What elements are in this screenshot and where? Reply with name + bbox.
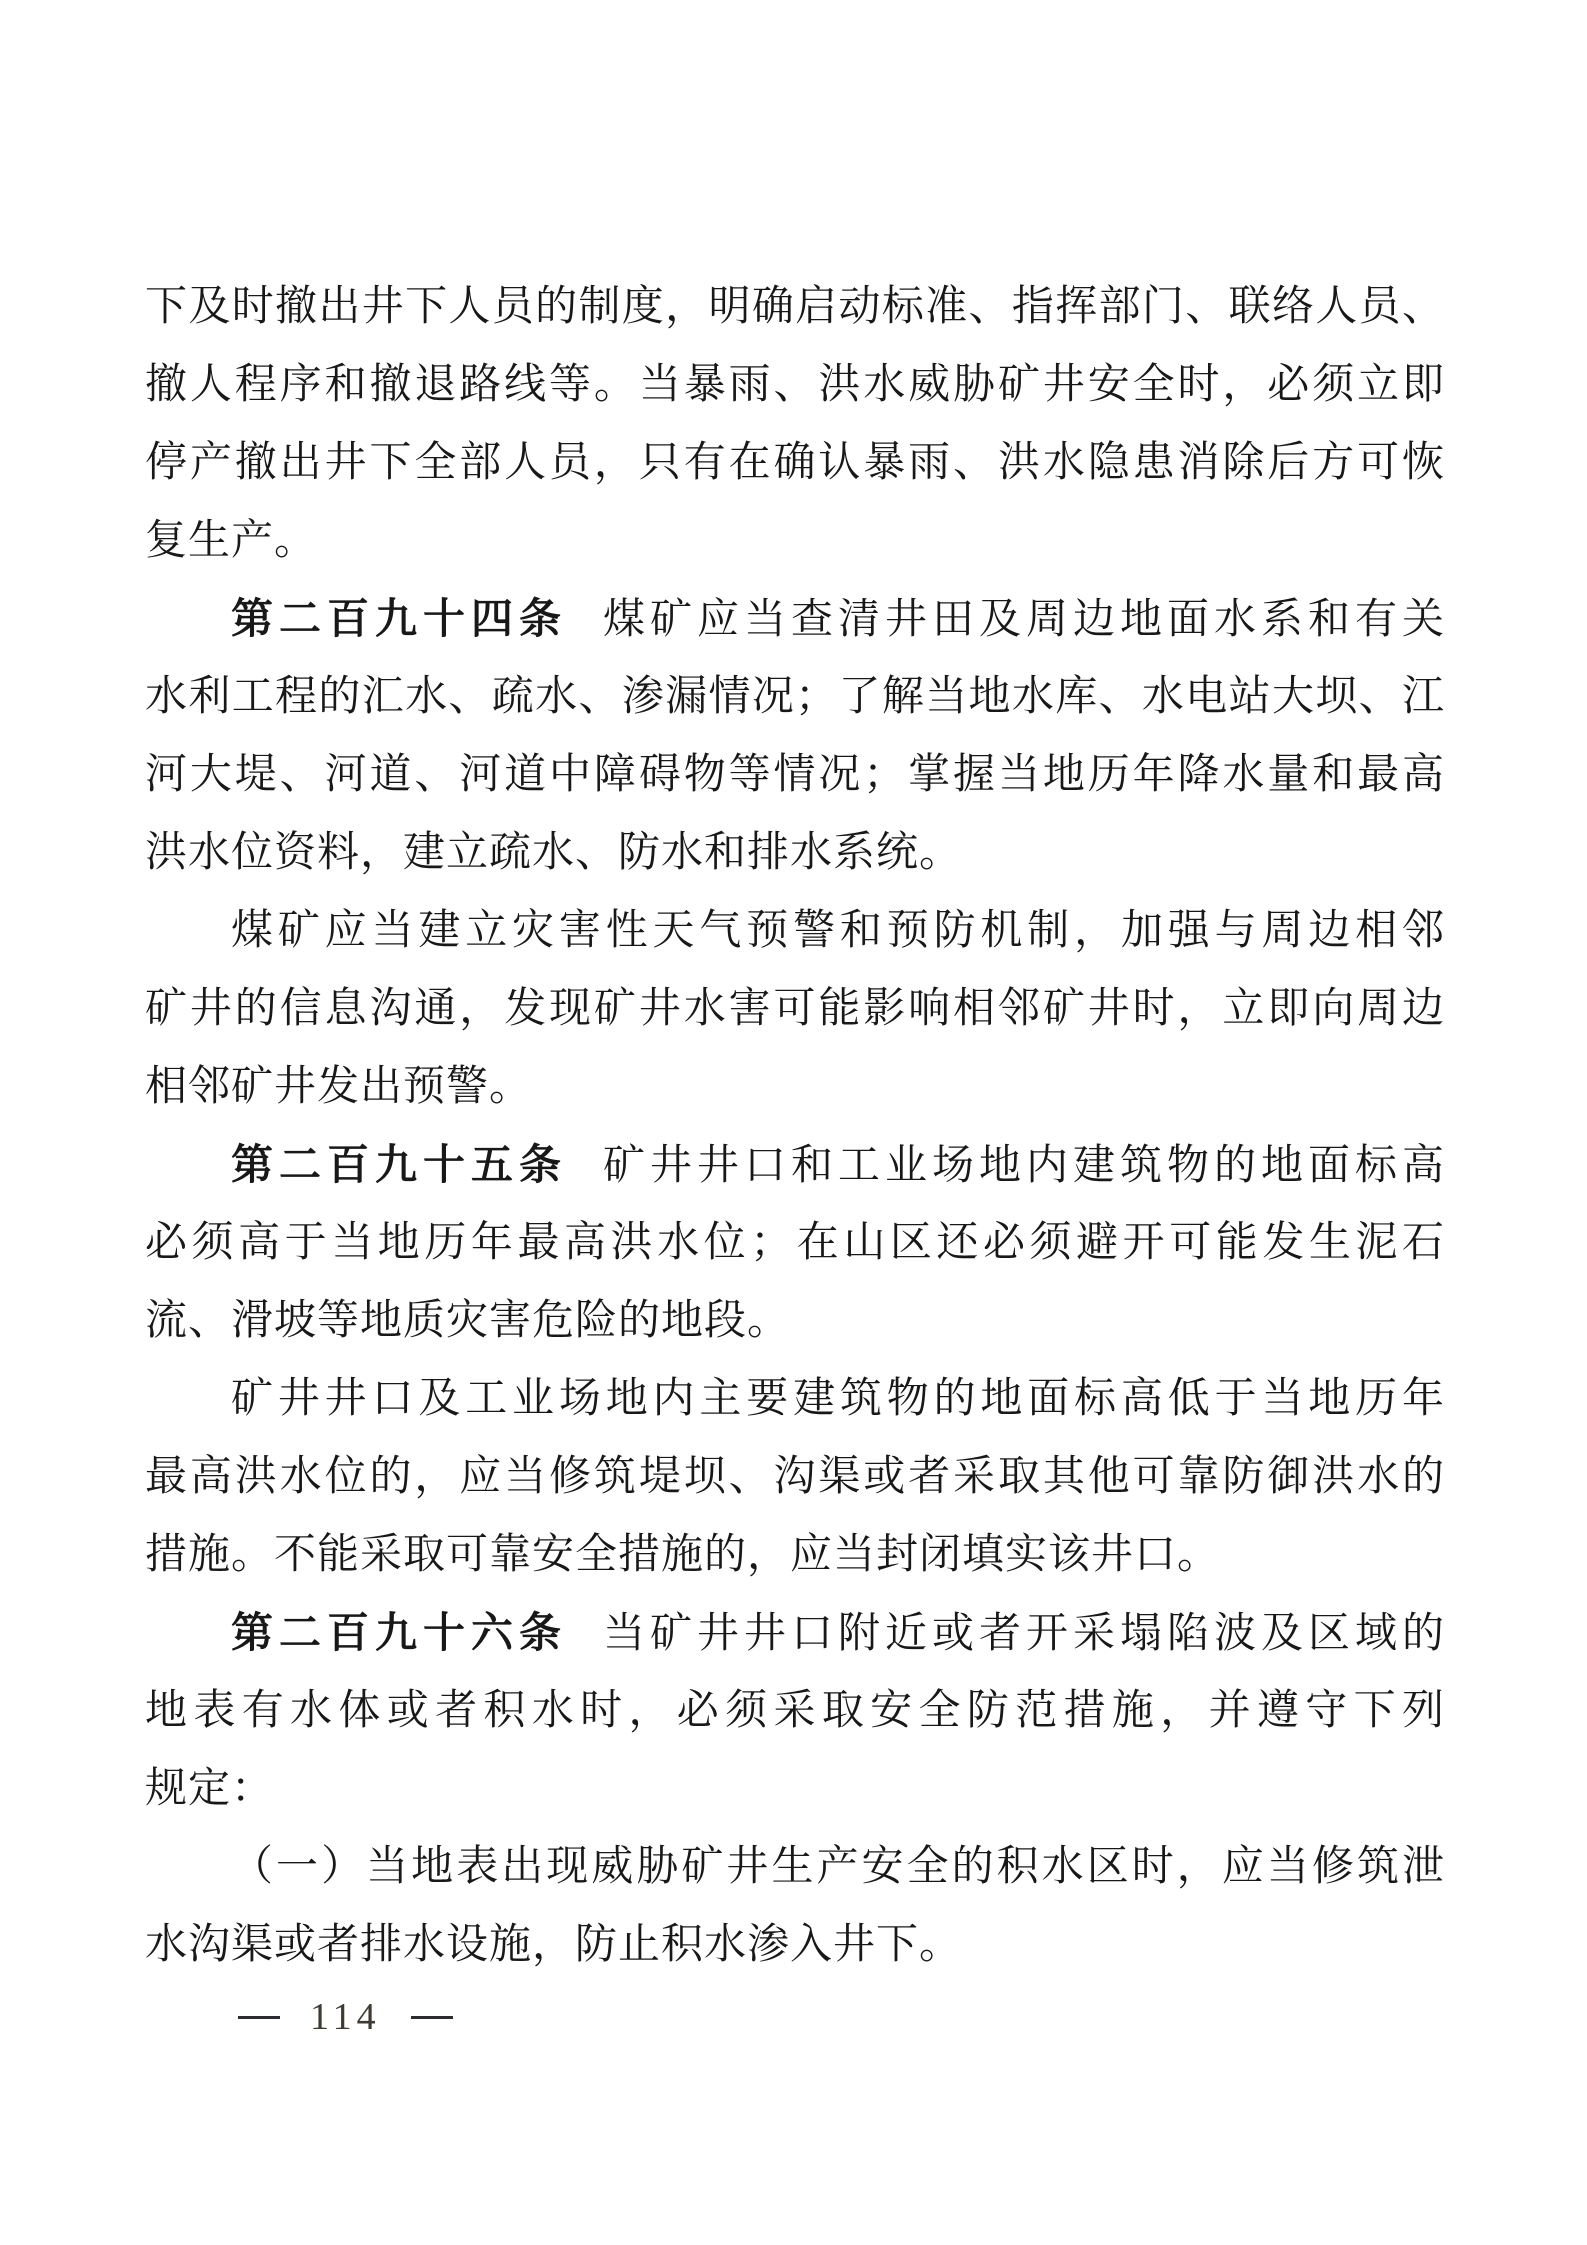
article-number: 第二百九十五条 bbox=[231, 1141, 567, 1188]
line-text: 洪水位资料，建立疏水、防水和排水系统。 bbox=[145, 830, 963, 876]
article-number: 第二百九十四条 bbox=[231, 595, 567, 642]
footer-dash-icon bbox=[411, 2016, 453, 2019]
line-text: 矿井井口和工业场地内建筑物的地面标高 bbox=[603, 1143, 1445, 1189]
line-text: 水利工程的汇水、疏水、渗漏情况；了解当地水库、水电站大坝、江 bbox=[145, 674, 1445, 720]
text-line bbox=[145, 1906, 1445, 1984]
line-text: 最高洪水位的，应当修筑堤坝、沟渠或者采取其他可靠防御洪水的 bbox=[145, 1454, 1445, 1500]
line-text: （一）当地表出现威胁矿井生产安全的积水区时，应当修筑泄 bbox=[231, 1844, 1445, 1890]
line-text: 措施。不能采取可靠安全措施的，应当封闭填实该井口。 bbox=[145, 1532, 1221, 1578]
text-line bbox=[145, 1048, 1445, 1126]
text-line bbox=[145, 1282, 1445, 1360]
line-text: 流、滑坡等地质灾害危险的地段。 bbox=[145, 1298, 791, 1344]
text-line bbox=[145, 658, 1445, 736]
line-text: 撤人程序和撤退路线等。当暴雨、洪水威胁矿井安全时，必须立即 bbox=[145, 362, 1445, 408]
text-line bbox=[145, 1828, 1445, 1906]
text-line bbox=[145, 424, 1445, 502]
line-text: 煤矿应当查清井田及周边地面水系和有关 bbox=[603, 597, 1445, 643]
text-line-article-296 bbox=[145, 1594, 1445, 1672]
line-text: 水沟渠或者排水设施，防止积水渗入井下。 bbox=[145, 1922, 963, 1968]
line-text: 停产撤出井下全部人员，只有在确认暴雨、洪水隐患消除后方可恢 bbox=[145, 440, 1445, 486]
line-text: 河大堤、河道、河道中障碍物等情况；掌握当地历年降水量和最高 bbox=[145, 752, 1445, 798]
line-text: 规定： bbox=[145, 1766, 275, 1812]
text-line bbox=[145, 1360, 1445, 1438]
text-line bbox=[145, 346, 1445, 424]
text-line bbox=[145, 502, 1445, 580]
text-line bbox=[145, 1438, 1445, 1516]
line-text: 下及时撤出井下人员的制度，明确启动标准、指挥部门、联络人员、 bbox=[145, 284, 1445, 330]
line-text: 矿井井口及工业场地内主要建筑物的地面标高低于当地历年 bbox=[231, 1376, 1445, 1422]
text-line bbox=[145, 1204, 1445, 1282]
text-line bbox=[145, 1672, 1445, 1750]
text-line bbox=[145, 268, 1445, 346]
text-line bbox=[145, 814, 1445, 892]
line-text: 当矿井井口附近或者开采塌陷波及区域的 bbox=[603, 1611, 1445, 1657]
line-text: 矿井的信息沟通，发现矿井水害可能影响相邻矿井时，立即向周边 bbox=[145, 986, 1445, 1032]
text-line bbox=[145, 892, 1445, 970]
text-line-article-295 bbox=[145, 1126, 1445, 1204]
document-body bbox=[145, 268, 1445, 1984]
text-line-article-294 bbox=[145, 580, 1445, 658]
text-line bbox=[145, 970, 1445, 1048]
article-number: 第二百九十六条 bbox=[231, 1609, 567, 1656]
line-text: 地表有水体或者积水时，必须采取安全防范措施，并遵守下列 bbox=[145, 1688, 1445, 1734]
line-text: 必须高于当地历年最高洪水位；在山区还必须避开可能发生泥石 bbox=[145, 1220, 1445, 1266]
text-line bbox=[145, 1516, 1445, 1594]
line-text: 相邻矿井发出预警。 bbox=[145, 1064, 533, 1110]
text-line bbox=[145, 736, 1445, 814]
footer-dash-icon bbox=[238, 2016, 280, 2019]
line-text: 复生产。 bbox=[145, 518, 318, 564]
text-line bbox=[145, 1750, 1445, 1828]
page-footer bbox=[238, 1994, 453, 2040]
page-number: 114 bbox=[310, 1996, 381, 2038]
line-text: 煤矿应当建立灾害性天气预警和预防机制，加强与周边相邻 bbox=[231, 908, 1445, 954]
